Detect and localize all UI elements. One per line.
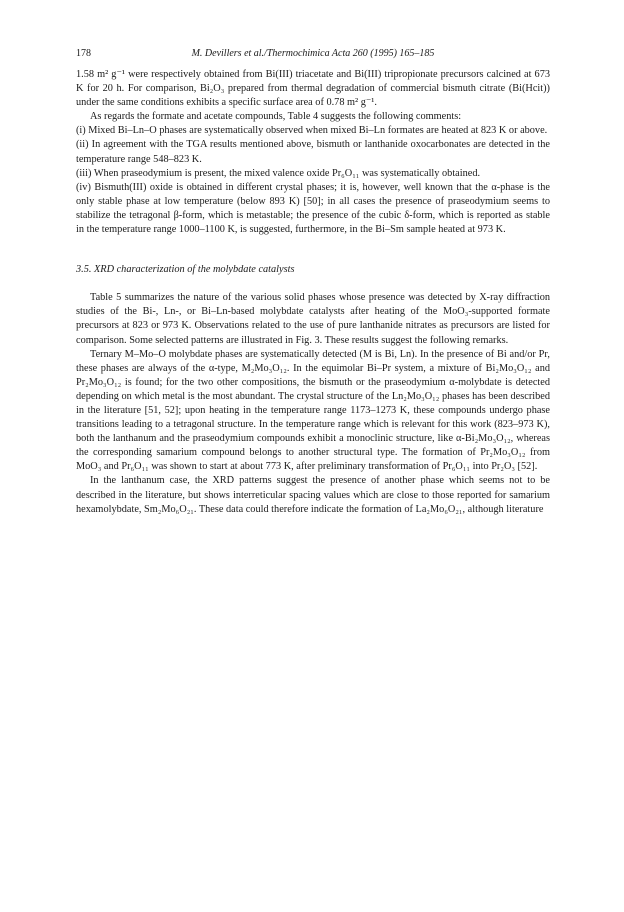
paragraph-comments-intro: As regards the formate and acetate compounds, Table 4 suggests the following comments: — [90, 111, 462, 123]
list-item-ii: (ii) In agreement with the TGA results mentioned above, bismuth or lanthanide oxocarbonates are detected in the temperature range 548–823 K. — [76, 139, 550, 165]
paragraph-lanthanum-case: In the lanthanum case, the XRD patterns suggest the presence of another phase which seems not to be described in the literature, but shows interreticular spacing values which are close to those reported for samarium hexamolybdate, Sm₂Mo₆O₂₁. These data could therefore indicate the formation of La₂Mo₆O₂₁, although literature — [76, 475, 550, 515]
paragraph-table5-summary: Table 5 summarizes the nature of the various solid phases whose presence was detected by X-ray diffraction studies of the Bi-, Ln-, or Bi–Ln-based molybdate catalysts after heating of the MoO₃-supported formate precursors at 823 or 973 K. Observations related to the use of pure lanthanide nitrates as precursors are listed for comparison. Some selected patterns are illustrated in Fig. 3. These results suggest the following remarks. — [76, 292, 550, 346]
section-heading: 3.5. XRD characterization of the molybdate catalysts — [76, 264, 295, 276]
running-title: M. Devillers et al./Thermochimica Acta 260 (1995) 165–185 — [191, 48, 435, 59]
paragraph-continuation: 1.58 m² g⁻¹ were respectively obtained from Bi(III) triacetate and Bi(III) tripropionate precursors calcined at 673 K for 20 h. For comparison, Bi₂O₃ prepared from thermal degradation of commercial bismuth citrate (Bi(Hcit)) under the same conditions exhibits a specific surface area of 0.78 m² g⁻¹. — [76, 69, 550, 109]
list-item-iv: (iv) Bismuth(III) oxide is obtained in different crystal phases; it is, however, well known that the α-phase is the only stable phase at low temperature (below 893 K) [50]; in all cases the presence of praseodymium seems to stabilize the tetragonal β-form, which is metastable; the presence of the cubic δ-form, which is reported as stable in the temperature range 1000–1100 K, is suggested, furthermore, in the Bi–Sm sample heated at 973 K. — [76, 181, 550, 236]
list-item-i: (i) Mixed Bi–Ln–O phases are systematically observed when mixed Bi–Ln formates are heated at 823 K or above. — [76, 125, 548, 137]
page-number: 178 — [76, 48, 91, 59]
list-item-iii: (iii) When praseodymium is present, the mixed valence oxide Pr₆O₁₁ was systematically obtained. — [76, 167, 481, 179]
page-header — [76, 47, 550, 61]
body-text — [76, 68, 550, 517]
paragraph-ternary-phases: Ternary M–Mo–O molybdate phases are systematically detected (M is Bi, Ln). In the presence of Bi and/or Pr, these phases are always of the α-type, M₂Mo₃O₁₂. In the equimolar Bi–Pr system, a mixture of Bi₂Mo₃O₁₂ and Pr₂Mo₃O₁₂ is found; for the two other compositions, the bismuth or the praseodymium α-molybdate is detected depending on which metal is the most abundant. The crystal structure of the Ln₂Mo₃O₁₂ phases has been described in the literature [51, 52]; upon heating in the temperature range 1173–1273 K, these compounds undergo phase transitions leading to a tetragonal structure. In the temperature range which is relevant for this work (823–973 K), both the lanthanum and the praseodymium compounds exhibit a monoclinic structure, like α-Bi₂Mo₃O₁₂, whereas the corresponding samarium compound belongs to another structural type. The formation of Pr₂Mo₃O₁₂ from MoO₃ and Pr₆O₁₁ was shown to start at about 773 K, after preliminary transformation of Pr₆O₁₁ into Pr₂O₃ [52]. — [76, 348, 550, 473]
